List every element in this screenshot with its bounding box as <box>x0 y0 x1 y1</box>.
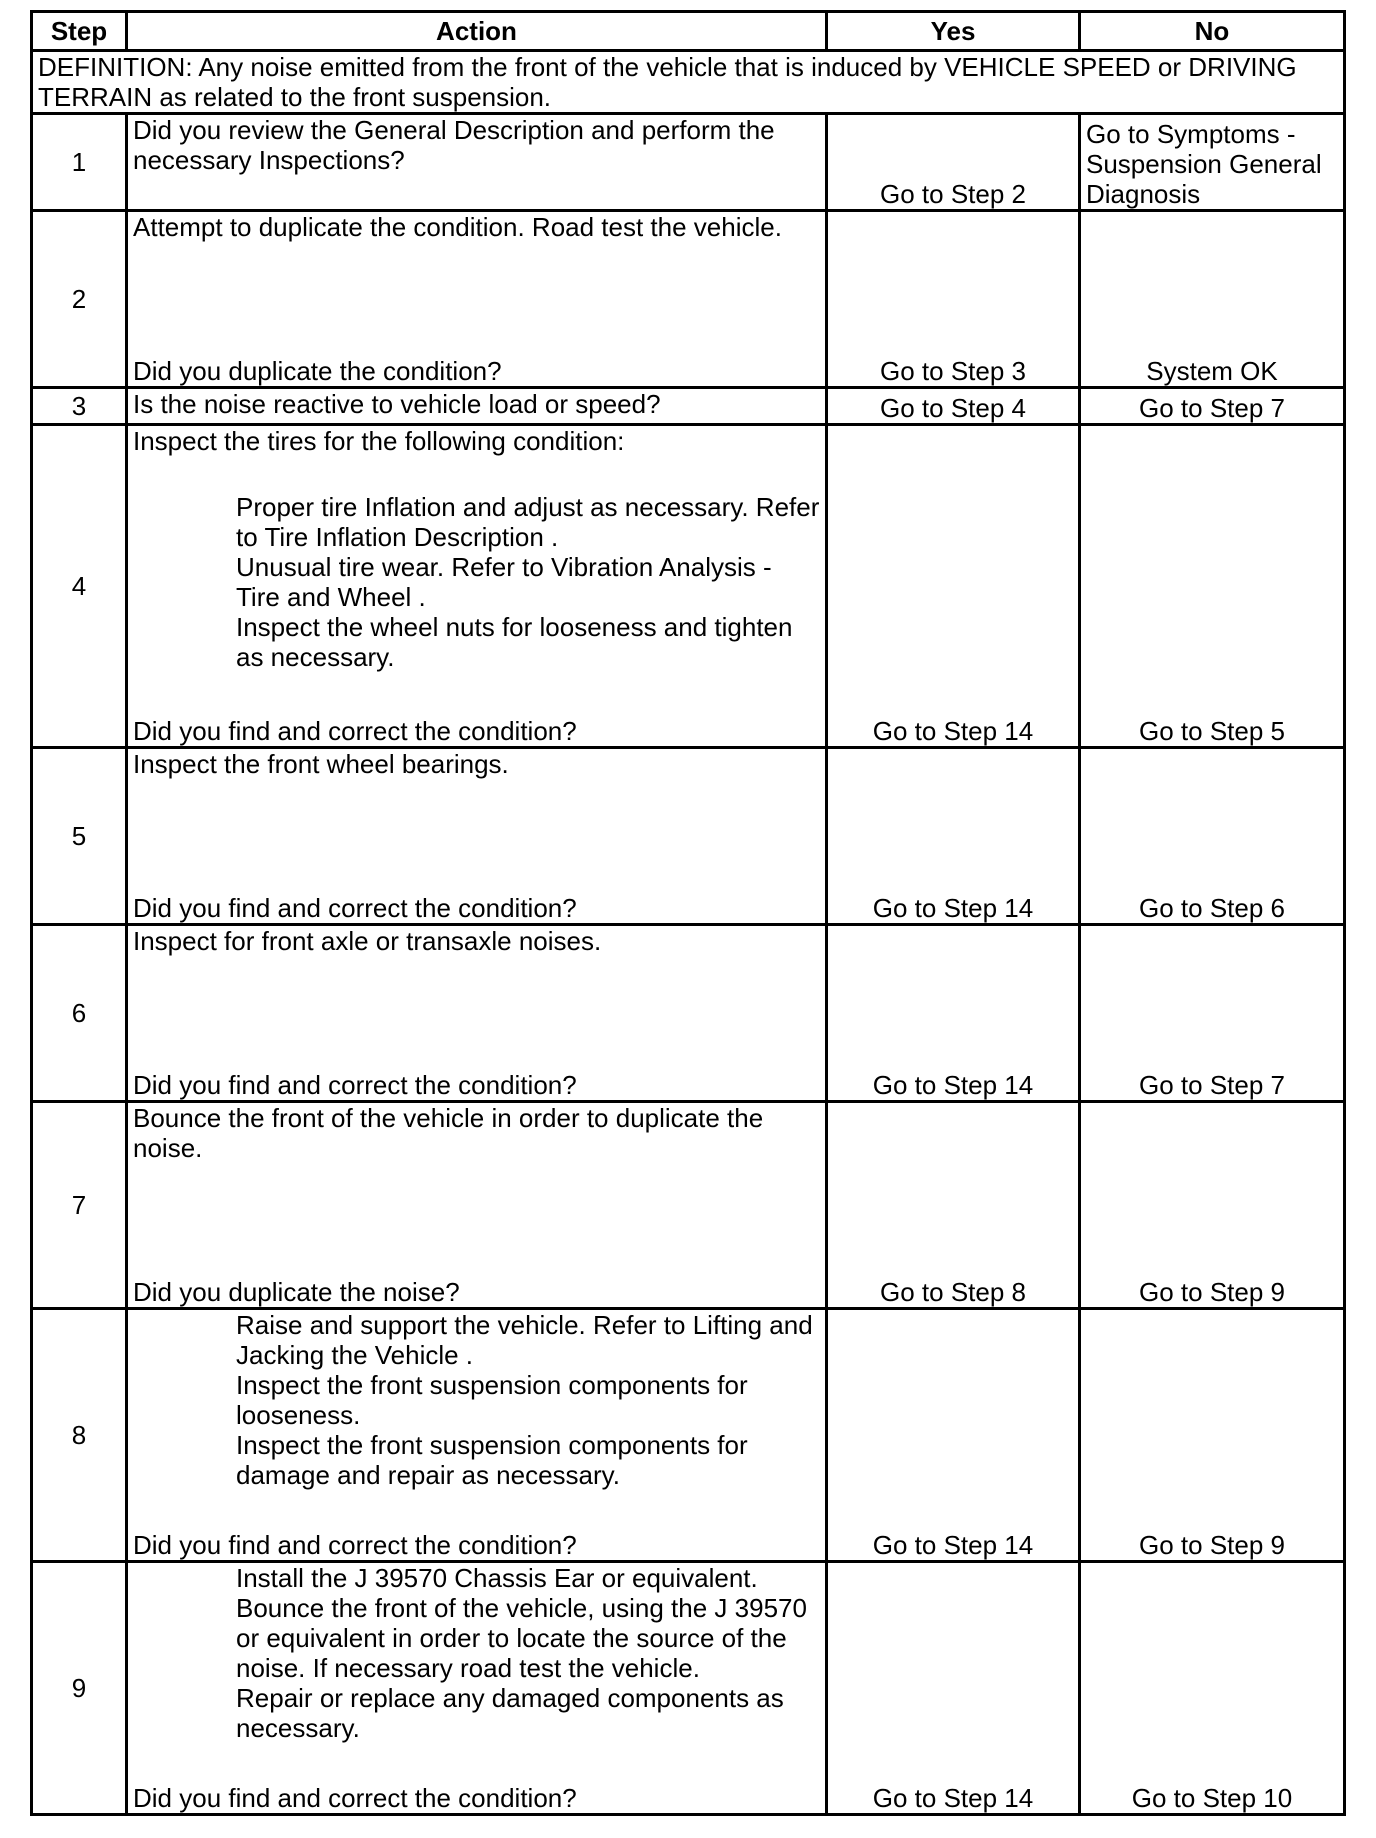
action-question: Did you duplicate the noise? <box>133 1277 460 1307</box>
table-row <box>32 925 1345 1102</box>
no-result: Go to Symptoms - Suspension General Diagnosis <box>1080 114 1345 211</box>
no-result: Go to Step 7 <box>1080 388 1345 425</box>
action-cell <box>127 1562 827 1815</box>
action-bullet: Inspect the front suspension components for looseness. <box>236 1370 748 1430</box>
action-cell <box>127 1309 827 1562</box>
table-row <box>32 388 1345 425</box>
action-text: Attempt to duplicate the condition. Road test the vehicle. <box>133 212 782 242</box>
table-row <box>32 1309 1345 1562</box>
action-cell <box>127 211 827 388</box>
table-row <box>32 1562 1345 1815</box>
yes-result: Go to Step 3 <box>827 211 1080 388</box>
yes-result: Go to Step 14 <box>827 1309 1080 1562</box>
action-cell <box>127 425 827 748</box>
step-number: 5 <box>32 748 127 925</box>
yes-result: Go to Step 14 <box>827 925 1080 1102</box>
diagnostic-table <box>30 10 1346 1816</box>
table-row <box>32 1102 1345 1309</box>
table-row <box>32 211 1345 388</box>
no-result: Go to Step 10 <box>1080 1562 1345 1815</box>
no-result: Go to Step 9 <box>1080 1102 1345 1309</box>
action-question: Did you find and correct the condition? <box>133 1070 577 1100</box>
yes-result: Go to Step 14 <box>827 425 1080 748</box>
yes-result: Go to Step 4 <box>827 388 1080 425</box>
action-bullet: Repair or replace any damaged components as necessary. <box>236 1683 784 1743</box>
no-result: System OK <box>1080 211 1345 388</box>
header-no: No <box>1080 12 1345 51</box>
action-text: Is the noise reactive to vehicle load or speed? <box>127 388 827 425</box>
definition-text: DEFINITION: Any noise emitted from the front of the vehicle that is induced by VEHICLE SPEED or DRIVING TERRAIN as related to the front suspension. <box>32 51 1345 114</box>
action-bullet-list <box>236 1310 820 1490</box>
action-text: Inspect the tires for the following condition: <box>133 426 625 456</box>
action-question: Did you duplicate the condition? <box>133 356 502 386</box>
header-yes: Yes <box>827 12 1080 51</box>
action-text: Did you review the General Description and perform the necessary Inspections? <box>127 114 827 211</box>
no-result: Go to Step 6 <box>1080 748 1345 925</box>
action-question: Did you find and correct the condition? <box>133 1530 577 1560</box>
step-number: 2 <box>32 211 127 388</box>
action-bullet-list <box>236 492 820 672</box>
action-bullet-list <box>236 1563 820 1743</box>
action-text: Inspect the front wheel bearings. <box>133 749 509 779</box>
yes-result: Go to Step 8 <box>827 1102 1080 1309</box>
table-row <box>32 114 1345 211</box>
action-bullet: Inspect the wheel nuts for looseness and tighten as necessary. <box>236 612 793 672</box>
action-cell <box>127 1102 827 1309</box>
step-number: 4 <box>32 425 127 748</box>
action-bullet: Bounce the front of the vehicle, using the J 39570 or equivalent in order to locate the source of the noise. If necessary road test the vehicle. <box>236 1593 807 1683</box>
table-row <box>32 425 1345 748</box>
action-cell <box>127 925 827 1102</box>
no-result: Go to Step 5 <box>1080 425 1345 748</box>
action-bullet: Inspect the front suspension components for damage and repair as necessary. <box>236 1430 748 1490</box>
step-number: 9 <box>32 1562 127 1815</box>
action-text: Inspect for front axle or transaxle noises. <box>133 926 602 956</box>
table-row <box>32 748 1345 925</box>
action-question: Did you find and correct the condition? <box>133 893 577 923</box>
step-number: 1 <box>32 114 127 211</box>
no-result: Go to Step 9 <box>1080 1309 1345 1562</box>
action-text: Bounce the front of the vehicle in order to duplicate the noise. <box>133 1103 764 1163</box>
action-bullet: Install the J 39570 Chassis Ear or equivalent. <box>236 1563 758 1593</box>
action-bullet: Raise and support the vehicle. Refer to Lifting and Jacking the Vehicle . <box>236 1310 813 1370</box>
step-number: 7 <box>32 1102 127 1309</box>
no-result: Go to Step 7 <box>1080 925 1345 1102</box>
action-cell <box>127 748 827 925</box>
action-question: Did you find and correct the condition? <box>133 716 577 746</box>
yes-result: Go to Step 2 <box>827 114 1080 211</box>
header-action: Action <box>127 12 827 51</box>
step-number: 3 <box>32 388 127 425</box>
step-number: 8 <box>32 1309 127 1562</box>
header-step: Step <box>32 12 127 51</box>
action-question: Did you find and correct the condition? <box>133 1783 577 1813</box>
yes-result: Go to Step 14 <box>827 1562 1080 1815</box>
action-bullet: Proper tire Inflation and adjust as necessary. Refer to Tire Inflation Description . <box>236 492 820 552</box>
action-bullet: Unusual tire wear. Refer to Vibration Analysis - Tire and Wheel . <box>236 552 772 612</box>
header-row <box>32 12 1345 51</box>
yes-result: Go to Step 14 <box>827 748 1080 925</box>
step-number: 6 <box>32 925 127 1102</box>
definition-row <box>32 51 1345 114</box>
